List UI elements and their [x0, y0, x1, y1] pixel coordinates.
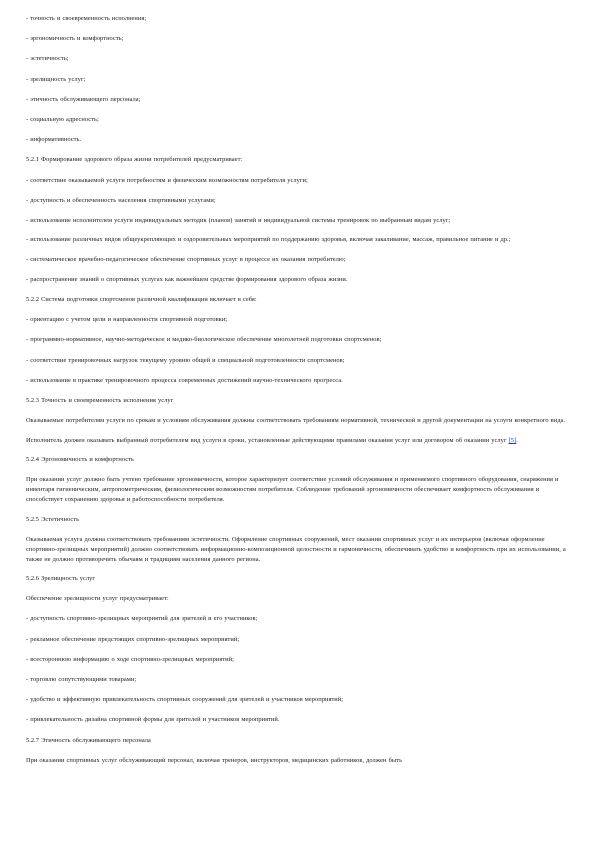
body-paragraph: При оказании услуг должно быть учтено требование эргономичности, которое характеризует соответствие условий обслуживания и применяемого спортивного оборудования, снаряжения и инвентаря гигиеническим, антропометрическим, физиологическим возможностям потребителя. Соблюдение требований эргономичности обеспечивает комфортность обслуживания и способствует сохранению здоровья и работоспособности потребителя.: [26, 476, 559, 504]
reference-link[interactable]: [5]: [508, 436, 517, 444]
list-item: - удобство и эффективную привлекательность спортивных сооружений для зрителей и участников мероприятий;: [26, 696, 344, 704]
list-item: - ориентацию с учетом цели и направленности спортивной подготовки;: [26, 316, 228, 324]
list-item: - привлекательность дизайна спортивной формы для зрителей и участников мероприятий.: [26, 716, 280, 724]
section-heading: 5.2.7 Этичность обслуживающего персонала: [26, 736, 151, 744]
list-item: - распространение знаний о спортивных услугах как важнейшем средстве формирования здорового образа жизни.: [26, 275, 348, 283]
list-item: - использование исполнителем услуги индивидуальных методик (планов) занятий и индивидуальной системы тренировок по выбранным видам услуг;: [26, 216, 451, 224]
list-item: - этичность обслуживающего персонала;: [26, 95, 141, 103]
list-item: - соответствие оказываемой услуги потребностям и физическим возможностям потребителя услуги;: [26, 176, 308, 184]
body-paragraph-tail: .: [516, 436, 518, 444]
section-heading: 5.2.1 Формирование здорового образа жизни потребителей предусматривает:: [26, 156, 243, 164]
section-heading: 5.2.6 Зрелищность услуг: [26, 575, 96, 583]
list-item: - доступность спортивно-зрелищных мероприятий для зрителей и его участников;: [26, 615, 258, 623]
list-item: - рекламное обеспечение предстоящих спортивно-зрелищных мероприятий;: [26, 635, 240, 643]
body-paragraph: Обеспечение зрелищности услуг предусматривает:: [26, 595, 169, 603]
list-item: - доступность и обеспеченность населения спортивными услугами;: [26, 196, 216, 204]
document-page: [26, 14, 570, 776]
list-item: - использование различных видов общеукрепляющих и оздоровительных мероприятий по поддержанию здоровья, включая закаливание, массаж, правильное питание и др.;: [26, 236, 511, 244]
list-item: - зрелищность услуг;: [26, 75, 86, 83]
body-paragraph: [26, 436, 570, 446]
section-heading: 5.2.4 Эргономичность и комфортность: [26, 455, 134, 463]
list-item: - всестороннюю информацию о ходе спортивно-зрелищных мероприятий;: [26, 655, 234, 663]
list-item: - точность и своевременность исполнения;: [26, 15, 147, 22]
section-heading: 5.2.3 Точность и своевременность исполнения услуг: [26, 396, 174, 404]
list-item: - эстетичность;: [26, 55, 69, 63]
list-item: - эргономичность и комфортность;: [26, 35, 124, 43]
list-item: - соответствие тренировочных нагрузок текущему уровню общей и специальной подготовленности спортсменов;: [26, 356, 345, 364]
list-item: - систематическое врачебно-педагогическое обеспечение спортивных услуг в процессе их оказания потребителю;: [26, 255, 346, 263]
body-paragraph: Оказываемая услуга должна соответствовать требованиям эстетичности. Оформление спортивных сооружений, мест оказания спортивных услуг и их интерьеров (включая оформление спортивно-зрелищных мероприятий) должно соответствовать информационно-композиционной целостности и гармоничности, обеспечивать удобство и комфортность при их использовании, а также не должно противоречить обычаям и традициям населения данного региона.: [26, 535, 566, 563]
list-item: - социальную адресность;: [26, 115, 99, 123]
body-paragraph: Оказываемые потребителям услуги по срокам и условиям обслуживания должны соответствовать требованиям нормативной, технической и другой документации на услуги конкретного вида.: [26, 417, 566, 425]
list-item: - использование в практике тренировочного процесса современных достижений научно-технического прогресса.: [26, 376, 343, 384]
body-paragraph: При оказании спортивных услуг обслуживающий персонал, включая тренеров, инструкторов, медицинских работников, должен быть: [26, 756, 403, 764]
section-heading: 5.2.2 Система подготовки спортсменов различной квалификации включает в себя:: [26, 296, 257, 304]
list-item: - программно-нормативное, научно-методическое и медико-биологическое обеспечение многолетней подготовки спортсменов;: [26, 336, 382, 344]
list-item: - информативность.: [26, 136, 82, 144]
body-paragraph-text: Исполнитель должен оказывать выбранный потребителем вид услуги в сроки, установленные действующими правилами оказания услуг или договором об оказании услуг: [26, 436, 509, 444]
list-item: - торговлю сопутствующими товарами;: [26, 676, 137, 684]
section-heading: 5.2.5 Эстетичность: [26, 515, 80, 523]
